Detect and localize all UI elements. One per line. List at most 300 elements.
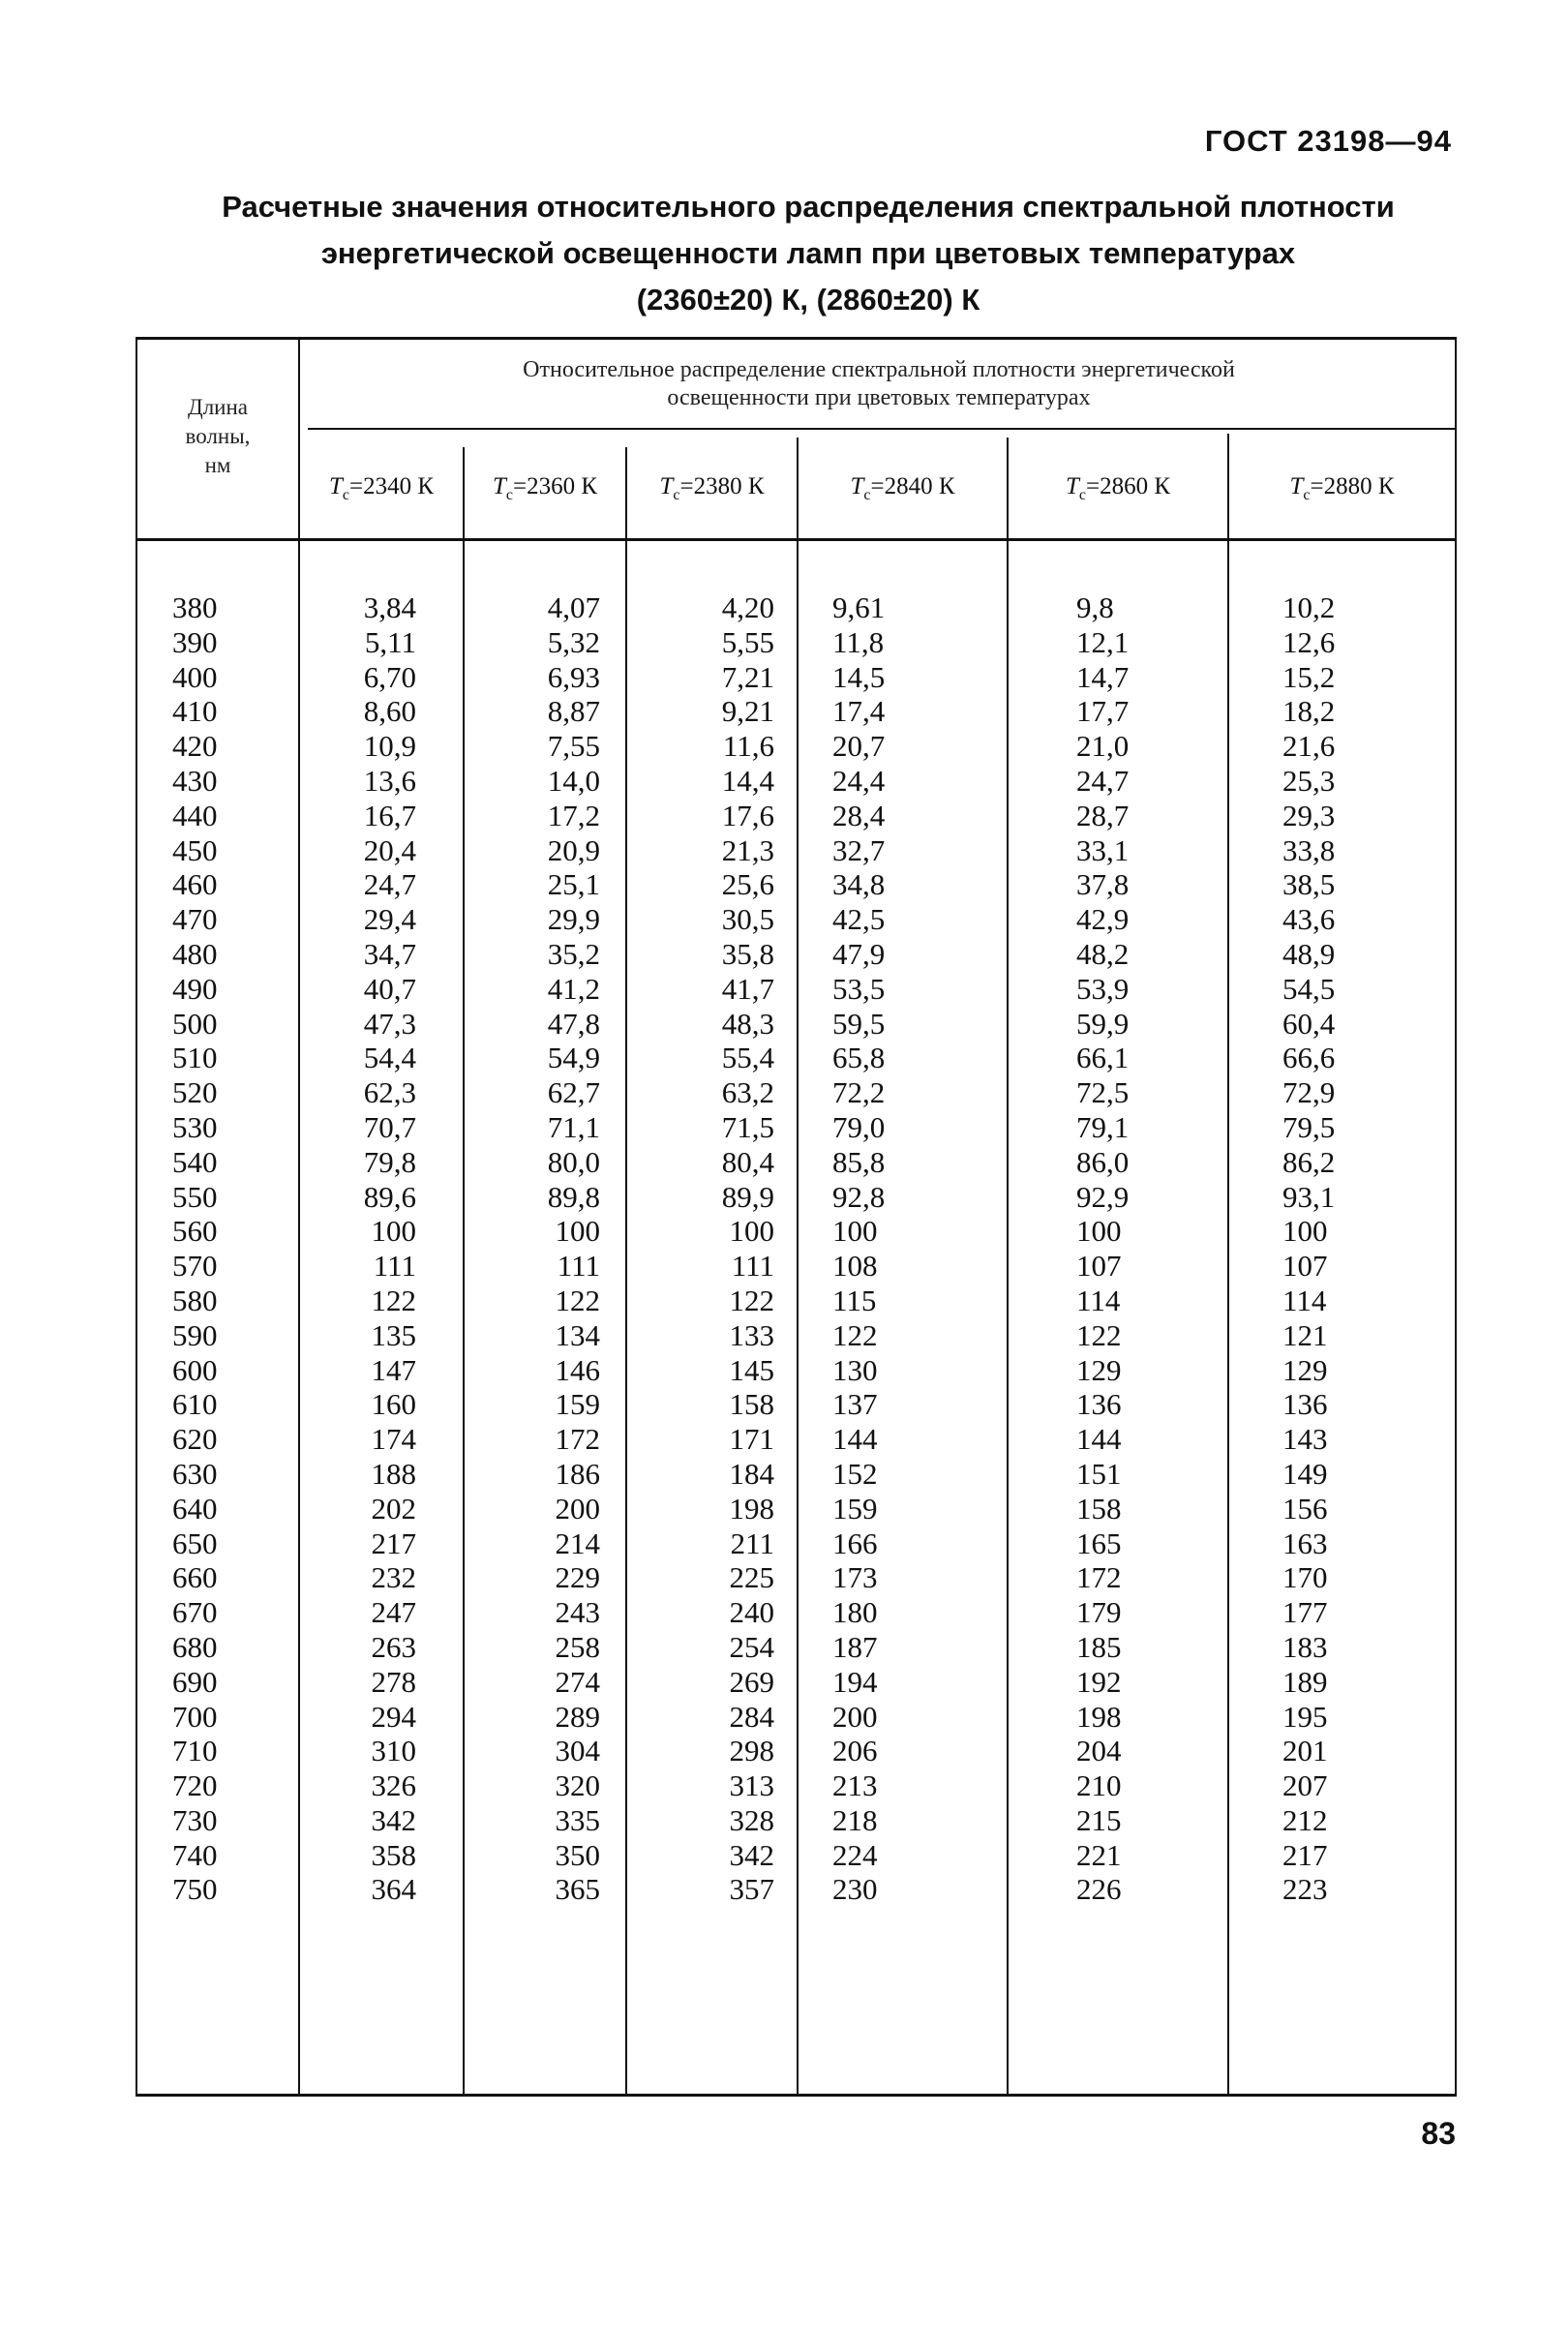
table-cell-wavelength: 550 [172, 1179, 218, 1214]
values-column-2840 [832, 590, 929, 1907]
column-header-3 [627, 463, 797, 511]
table-cell-value: 30,5 [721, 902, 774, 937]
table-cell-value: 258 [555, 1629, 600, 1664]
table-cell-value: 13,6 [363, 763, 416, 798]
table-cell-value: 224 [832, 1837, 878, 1872]
table-cell-wavelength: 530 [172, 1109, 218, 1144]
table-cell-value: 156 [1282, 1491, 1328, 1525]
table-cell-value: 66,1 [1076, 1041, 1130, 1075]
table-cell-value: 172 [1076, 1560, 1122, 1595]
table-cell-wavelength: 740 [172, 1837, 218, 1872]
column-header-2-value: =2360 К [512, 473, 598, 499]
wavelength-header-line-3: нм [204, 453, 231, 477]
divider-col-2 [625, 447, 627, 2096]
table-cell-value: 304 [555, 1734, 600, 1768]
table-cell-value: 6,70 [363, 659, 416, 694]
table-cell-value: 3,84 [363, 590, 416, 624]
table-cell-value: 17,7 [1076, 694, 1130, 729]
table-cell-value: 80,4 [721, 1144, 774, 1179]
table-cell-value: 122 [729, 1283, 774, 1317]
table-cell-value: 111 [731, 1249, 774, 1284]
table-cell-value: 214 [555, 1525, 600, 1560]
table-cell-value: 186 [555, 1456, 600, 1491]
page-number: 83 [1421, 2116, 1456, 2151]
table-cell-value: 177 [1282, 1595, 1328, 1630]
table-cell-value: 9,8 [1076, 590, 1114, 624]
table-cell-value: 15,2 [1282, 659, 1336, 694]
table-cell-value: 111 [373, 1249, 416, 1284]
table-cell-value: 72,2 [832, 1075, 886, 1110]
table-cell-value: 230 [832, 1872, 878, 1907]
column-header-4 [799, 463, 1007, 511]
wavelength-header-line-2: волны, [185, 424, 251, 448]
table-cell-value: 121 [1282, 1317, 1328, 1352]
table-cell-value: 35,8 [721, 936, 774, 971]
table-cell-value: 247 [371, 1595, 416, 1630]
table-cell-value: 24,4 [832, 763, 886, 798]
group-header-line-1: Относительное распределение спектральной плотности энергетической [523, 357, 1235, 382]
table-cell-value: 79,8 [363, 1144, 416, 1179]
table-cell-value: 278 [371, 1664, 416, 1699]
column-header-6-sub: c [1303, 487, 1311, 503]
table-cell-value: 54,5 [1282, 971, 1336, 1006]
title-line-1: Расчетные значения относительного распределения спектральной плотности [222, 190, 1395, 224]
table-cell-value: 144 [832, 1422, 878, 1457]
standard-number: ГОСТ 23198—94 [1204, 124, 1452, 158]
table-cell-value: 48,2 [1076, 936, 1130, 971]
table-cell-value: 166 [832, 1525, 878, 1560]
table-cell-value: 59,9 [1076, 1006, 1130, 1041]
table-cell-value: 171 [729, 1422, 774, 1457]
table-cell-value: 55,4 [721, 1041, 774, 1075]
table-cell-value: 200 [555, 1491, 600, 1525]
table-cell-wavelength: 560 [172, 1214, 218, 1249]
group-header-line-2: освещенности при цветовых температурах [667, 385, 1091, 410]
table-cell-value: 144 [1076, 1422, 1122, 1457]
group-header [308, 356, 1450, 412]
table-cell-value: 198 [729, 1491, 774, 1525]
table-cell-value: 79,5 [1282, 1109, 1336, 1144]
wavelength-header-line-1: Длина [188, 395, 248, 419]
table-cell-value: 41,7 [721, 971, 774, 1006]
table-cell-value: 206 [832, 1734, 878, 1768]
wavelength-header [145, 393, 290, 480]
table-cell-value: 4,07 [547, 590, 600, 624]
table-cell-value: 365 [555, 1872, 600, 1907]
table-cell-value: 129 [1282, 1352, 1328, 1387]
table-cell-value: 320 [555, 1768, 600, 1803]
table-cell-value: 215 [1076, 1802, 1122, 1837]
table-cell-value: 24,7 [1076, 763, 1130, 798]
table-cell-wavelength: 600 [172, 1352, 218, 1387]
table-cell-value: 313 [729, 1768, 774, 1803]
table-cell-value: 80,0 [547, 1144, 600, 1179]
table-cell-value: 34,7 [363, 936, 416, 971]
table-cell-value: 40,7 [363, 971, 416, 1006]
divider-col-4 [1007, 438, 1009, 2096]
table-cell-value: 29,4 [363, 902, 416, 937]
table-cell-value: 357 [729, 1872, 774, 1907]
table-cell-value: 89,6 [363, 1179, 416, 1214]
table-cell-value: 66,6 [1282, 1041, 1336, 1075]
table-cell-value: 54,9 [547, 1041, 600, 1075]
column-header-2-symbol: T [492, 473, 506, 499]
table-cell-wavelength: 670 [172, 1595, 218, 1630]
table-cell-value: 254 [729, 1629, 774, 1664]
table-cell-value: 100 [1076, 1214, 1122, 1249]
table-cell-value: 17,4 [832, 694, 886, 729]
table-cell-value: 115 [832, 1283, 877, 1317]
table-cell-value: 79,0 [832, 1109, 886, 1144]
table-cell-value: 173 [832, 1560, 878, 1595]
table-cell-value: 62,3 [363, 1075, 416, 1110]
table-cell-value: 14,7 [1076, 659, 1130, 694]
table-cell-value: 48,3 [721, 1006, 774, 1041]
table-cell-value: 18,2 [1282, 694, 1336, 729]
table-cell-wavelength: 680 [172, 1629, 218, 1664]
title-line-2: энергетической освещенности ламп при цветовых температурах [320, 236, 1296, 270]
table-cell-value: 9,21 [721, 694, 774, 729]
table-cell-value: 298 [729, 1734, 774, 1768]
table-cell-value: 294 [371, 1699, 416, 1734]
table-cell-value: 89,8 [547, 1179, 600, 1214]
table-cell-value: 269 [729, 1664, 774, 1699]
table-cell-value: 107 [1076, 1249, 1122, 1284]
table-cell-value: 114 [1282, 1283, 1327, 1317]
table-cell-value: 72,9 [1282, 1075, 1336, 1110]
table-cell-value: 20,4 [363, 832, 416, 867]
table-cell-value: 8,60 [363, 694, 416, 729]
table-cell-value: 122 [1076, 1317, 1122, 1352]
table-cell-value: 229 [555, 1560, 600, 1595]
table-cell-value: 122 [371, 1283, 416, 1317]
table-cell-value: 86,2 [1282, 1144, 1336, 1179]
table-cell-value: 5,32 [547, 624, 600, 659]
table-cell-value: 179 [1076, 1595, 1122, 1630]
table-cell-value: 263 [371, 1629, 416, 1664]
table-cell-value: 71,5 [721, 1109, 774, 1144]
table-cell-value: 188 [371, 1456, 416, 1491]
table-cell-value: 204 [1076, 1734, 1122, 1768]
table-cell-value: 9,61 [832, 590, 886, 624]
table-cell-value: 210 [1076, 1768, 1122, 1803]
table-cell-wavelength: 510 [172, 1041, 218, 1075]
table-cell-value: 225 [729, 1560, 774, 1595]
table-cell-value: 10,9 [363, 729, 416, 764]
table-cell-value: 240 [729, 1595, 774, 1630]
table-cell-value: 71,1 [547, 1109, 600, 1144]
values-column-2860 [1076, 590, 1183, 1907]
table-cell-value: 163 [1282, 1525, 1328, 1560]
table-cell-wavelength: 440 [172, 798, 218, 832]
table-cell-value: 122 [555, 1283, 600, 1317]
table-cell-value: 85,8 [832, 1144, 886, 1179]
table-cell-value: 93,1 [1282, 1179, 1336, 1214]
table-cell-wavelength: 540 [172, 1144, 218, 1179]
table-cell-value: 16,7 [363, 798, 416, 832]
table-cell-value: 14,4 [721, 763, 774, 798]
table-cell-value: 136 [1076, 1387, 1122, 1422]
table-cell-value: 24,7 [363, 867, 416, 902]
divider-col-3 [797, 438, 799, 2096]
table-cell-wavelength: 570 [172, 1249, 218, 1284]
table-cell-value: 38,5 [1282, 867, 1336, 902]
table-cell-value: 41,2 [547, 971, 600, 1006]
table-cell-value: 33,1 [1076, 832, 1130, 867]
table-cell-value: 107 [1282, 1249, 1328, 1284]
table-cell-wavelength: 650 [172, 1525, 218, 1560]
table-cell-value: 174 [371, 1422, 416, 1457]
table-cell-wavelength: 730 [172, 1802, 218, 1837]
table-cell-value: 5,55 [721, 624, 774, 659]
table-cell-value: 89,9 [721, 1179, 774, 1214]
table-cell-value: 108 [832, 1249, 878, 1284]
table-cell-value: 21,6 [1282, 729, 1336, 764]
column-header-1 [300, 463, 463, 511]
table-cell-value: 310 [371, 1734, 416, 1768]
column-header-1-value: =2340 К [348, 473, 435, 499]
table-cell-wavelength: 640 [172, 1491, 218, 1525]
table-cell-value: 211 [730, 1525, 774, 1560]
table-cell-value: 28,4 [832, 798, 886, 832]
table-cell-value: 29,3 [1282, 798, 1336, 832]
table-cell-wavelength: 700 [172, 1699, 218, 1734]
table-cell-value: 342 [729, 1837, 774, 1872]
table-right-border [1455, 339, 1457, 2096]
table-cell-value: 172 [555, 1422, 600, 1457]
table-cell-value: 21,0 [1076, 729, 1130, 764]
table-cell-value: 114 [1076, 1283, 1121, 1317]
table-cell-wavelength: 410 [172, 694, 218, 729]
table-cell-value: 6,93 [547, 659, 600, 694]
table-cell-value: 111 [557, 1249, 600, 1284]
table-cell-value: 130 [832, 1352, 878, 1387]
column-header-6-symbol: T [1289, 473, 1304, 499]
table-cell-value: 53,9 [1076, 971, 1130, 1006]
table-cell-wavelength: 390 [172, 624, 218, 659]
table-cell-value: 4,20 [721, 590, 774, 624]
table-cell-wavelength: 450 [172, 832, 218, 867]
values-column-2380 [658, 590, 774, 1907]
table-cell-value: 92,9 [1076, 1179, 1130, 1214]
table-cell-value: 198 [1076, 1699, 1122, 1734]
table-cell-value: 151 [1076, 1456, 1122, 1491]
values-column-2360 [489, 590, 600, 1907]
table-cell-value: 158 [729, 1387, 774, 1422]
table-cell-value: 232 [371, 1560, 416, 1595]
table-cell-value: 135 [371, 1317, 416, 1352]
table-cell-wavelength: 490 [172, 971, 218, 1006]
column-header-6 [1229, 463, 1455, 511]
table-cell-value: 5,11 [364, 624, 416, 659]
column-header-4-sub: c [863, 487, 871, 503]
table-cell-value: 180 [832, 1595, 878, 1630]
table-cell-value: 192 [1076, 1664, 1122, 1699]
table-cell-value: 29,9 [547, 902, 600, 937]
table-cell-value: 100 [729, 1214, 774, 1249]
table-cell-value: 326 [371, 1768, 416, 1803]
table-cell-value: 11,6 [722, 729, 774, 764]
table-cell-wavelength: 580 [172, 1283, 218, 1317]
table-cell-value: 122 [832, 1317, 878, 1352]
table-cell-value: 10,2 [1282, 590, 1336, 624]
table-cell-wavelength: 520 [172, 1075, 218, 1110]
table-cell-value: 86,0 [1076, 1144, 1130, 1179]
table-cell-value: 100 [832, 1214, 878, 1249]
column-header-3-sub: c [673, 487, 680, 503]
column-header-6-value: =2880 К [1310, 473, 1395, 499]
table-cell-value: 218 [832, 1802, 878, 1837]
table-cell-value: 147 [371, 1352, 416, 1387]
table-cell-value: 170 [1282, 1560, 1328, 1595]
table-cell-value: 65,8 [832, 1041, 886, 1075]
table-cell-wavelength: 690 [172, 1664, 218, 1699]
table-cell-value: 37,8 [1076, 867, 1130, 902]
table-cell-value: 221 [1076, 1837, 1122, 1872]
table-cell-value: 335 [555, 1802, 600, 1837]
table-cell-value: 21,3 [721, 832, 774, 867]
table-cell-wavelength: 750 [172, 1872, 218, 1907]
table-cell-value: 60,4 [1282, 1006, 1336, 1041]
table-cell-value: 145 [729, 1352, 774, 1387]
table-cell-value: 160 [371, 1387, 416, 1422]
table-cell-value: 7,21 [721, 659, 774, 694]
table-cell-value: 350 [555, 1837, 600, 1872]
table-cell-wavelength: 610 [172, 1387, 218, 1422]
table-cell-wavelength: 400 [172, 659, 218, 694]
table-cell-value: 100 [1282, 1214, 1328, 1249]
table-cell-wavelength: 620 [172, 1422, 218, 1457]
table-cell-value: 226 [1076, 1872, 1122, 1907]
table-cell-value: 149 [1282, 1456, 1328, 1491]
table-cell-value: 158 [1076, 1491, 1122, 1525]
table-cell-value: 201 [1282, 1734, 1328, 1768]
column-header-5-symbol: T [1065, 473, 1079, 499]
values-column-2880 [1282, 590, 1389, 1907]
table-cell-wavelength: 710 [172, 1734, 218, 1768]
group-header-rule [308, 428, 1457, 430]
table-cell-value: 342 [371, 1802, 416, 1837]
table-cell-value: 100 [371, 1214, 416, 1249]
table-cell-value: 159 [832, 1491, 878, 1525]
table-cell-value: 100 [555, 1214, 600, 1249]
table-cell-value: 137 [832, 1387, 878, 1422]
table-cell-value: 146 [555, 1352, 600, 1387]
table-cell-value: 12,1 [1076, 624, 1130, 659]
table-cell-value: 358 [371, 1837, 416, 1872]
table-cell-wavelength: 500 [172, 1006, 218, 1041]
table-cell-value: 7,55 [547, 729, 600, 764]
table-cell-value: 32,7 [832, 832, 886, 867]
table-cell-value: 194 [832, 1664, 878, 1699]
title-line-3: (2360±20) К, (2860±20) К [636, 283, 980, 317]
table-cell-value: 159 [555, 1387, 600, 1422]
table-cell-value: 183 [1282, 1629, 1328, 1664]
table-cell-value: 70,7 [363, 1109, 416, 1144]
table-cell-value: 200 [832, 1699, 878, 1734]
table-cell-value: 364 [371, 1872, 416, 1907]
table-cell-value: 12,6 [1282, 624, 1336, 659]
values-column-2340 [319, 590, 416, 1907]
column-header-2-sub: c [505, 487, 513, 503]
table-cell-value: 207 [1282, 1768, 1328, 1803]
column-header-2 [465, 463, 625, 511]
table-cell-value: 185 [1076, 1629, 1122, 1664]
table-cell-value: 72,5 [1076, 1075, 1130, 1110]
table-cell-value: 223 [1282, 1872, 1328, 1907]
wavelength-column [172, 590, 250, 1907]
table-cell-value: 213 [832, 1768, 878, 1803]
table-cell-wavelength: 660 [172, 1560, 218, 1595]
column-header-3-symbol: T [659, 473, 674, 499]
table-cell-value: 43,6 [1282, 902, 1336, 937]
divider-wavelength [298, 339, 300, 2096]
table-cell-wavelength: 460 [172, 867, 218, 902]
table-cell-value: 243 [555, 1595, 600, 1630]
table-cell-value: 34,8 [832, 867, 886, 902]
table-cell-value: 202 [371, 1491, 416, 1525]
table-cell-wavelength: 420 [172, 729, 218, 764]
column-header-4-symbol: T [850, 473, 864, 499]
column-header-5-sub: c [1078, 487, 1086, 503]
column-header-3-value: =2380 К [679, 473, 765, 499]
table-cell-value: 28,7 [1076, 798, 1130, 832]
table-cell-value: 47,9 [832, 936, 886, 971]
table-cell-wavelength: 590 [172, 1317, 218, 1352]
table-title [165, 184, 1452, 323]
table-cell-value: 14,0 [547, 763, 600, 798]
table-cell-value: 165 [1076, 1525, 1122, 1560]
column-header-5-value: =2860 К [1085, 473, 1171, 499]
column-header-1-sub: c [342, 487, 349, 503]
table-cell-value: 152 [832, 1456, 878, 1491]
table-cell-value: 284 [729, 1699, 774, 1734]
table-cell-value: 187 [832, 1629, 878, 1664]
table-cell-wavelength: 720 [172, 1768, 218, 1803]
table-cell-value: 35,2 [547, 936, 600, 971]
table-cell-value: 129 [1076, 1352, 1122, 1387]
table-cell-value: 53,5 [832, 971, 886, 1006]
divider-col-5 [1227, 434, 1229, 2096]
table-cell-wavelength: 380 [172, 590, 218, 624]
table-cell-value: 20,9 [547, 832, 600, 867]
table-cell-value: 134 [555, 1317, 600, 1352]
table-cell-value: 62,7 [547, 1075, 600, 1110]
table-cell-value: 42,9 [1076, 902, 1130, 937]
table-cell-value: 217 [1282, 1837, 1328, 1872]
table-cell-value: 42,5 [832, 902, 886, 937]
table-top-rule [136, 337, 1457, 340]
table-cell-value: 133 [729, 1317, 774, 1352]
column-header-1-symbol: T [328, 473, 343, 499]
column-header-4-value: =2840 К [870, 473, 955, 499]
table-cell-value: 59,5 [832, 1006, 886, 1041]
table-cell-value: 14,5 [832, 659, 886, 694]
table-cell-value: 20,7 [832, 729, 886, 764]
table-cell-value: 143 [1282, 1422, 1328, 1457]
table-cell-value: 63,2 [721, 1075, 774, 1110]
table-cell-value: 17,2 [547, 798, 600, 832]
table-cell-value: 189 [1282, 1664, 1328, 1699]
column-header-5 [1009, 463, 1227, 511]
table-cell-wavelength: 470 [172, 902, 218, 937]
table-cell-value: 47,3 [363, 1006, 416, 1041]
table-cell-value: 195 [1282, 1699, 1328, 1734]
table-cell-value: 48,9 [1282, 936, 1336, 971]
table-cell-value: 25,1 [547, 867, 600, 902]
table-cell-value: 54,4 [363, 1041, 416, 1075]
table-cell-value: 47,8 [547, 1006, 600, 1041]
